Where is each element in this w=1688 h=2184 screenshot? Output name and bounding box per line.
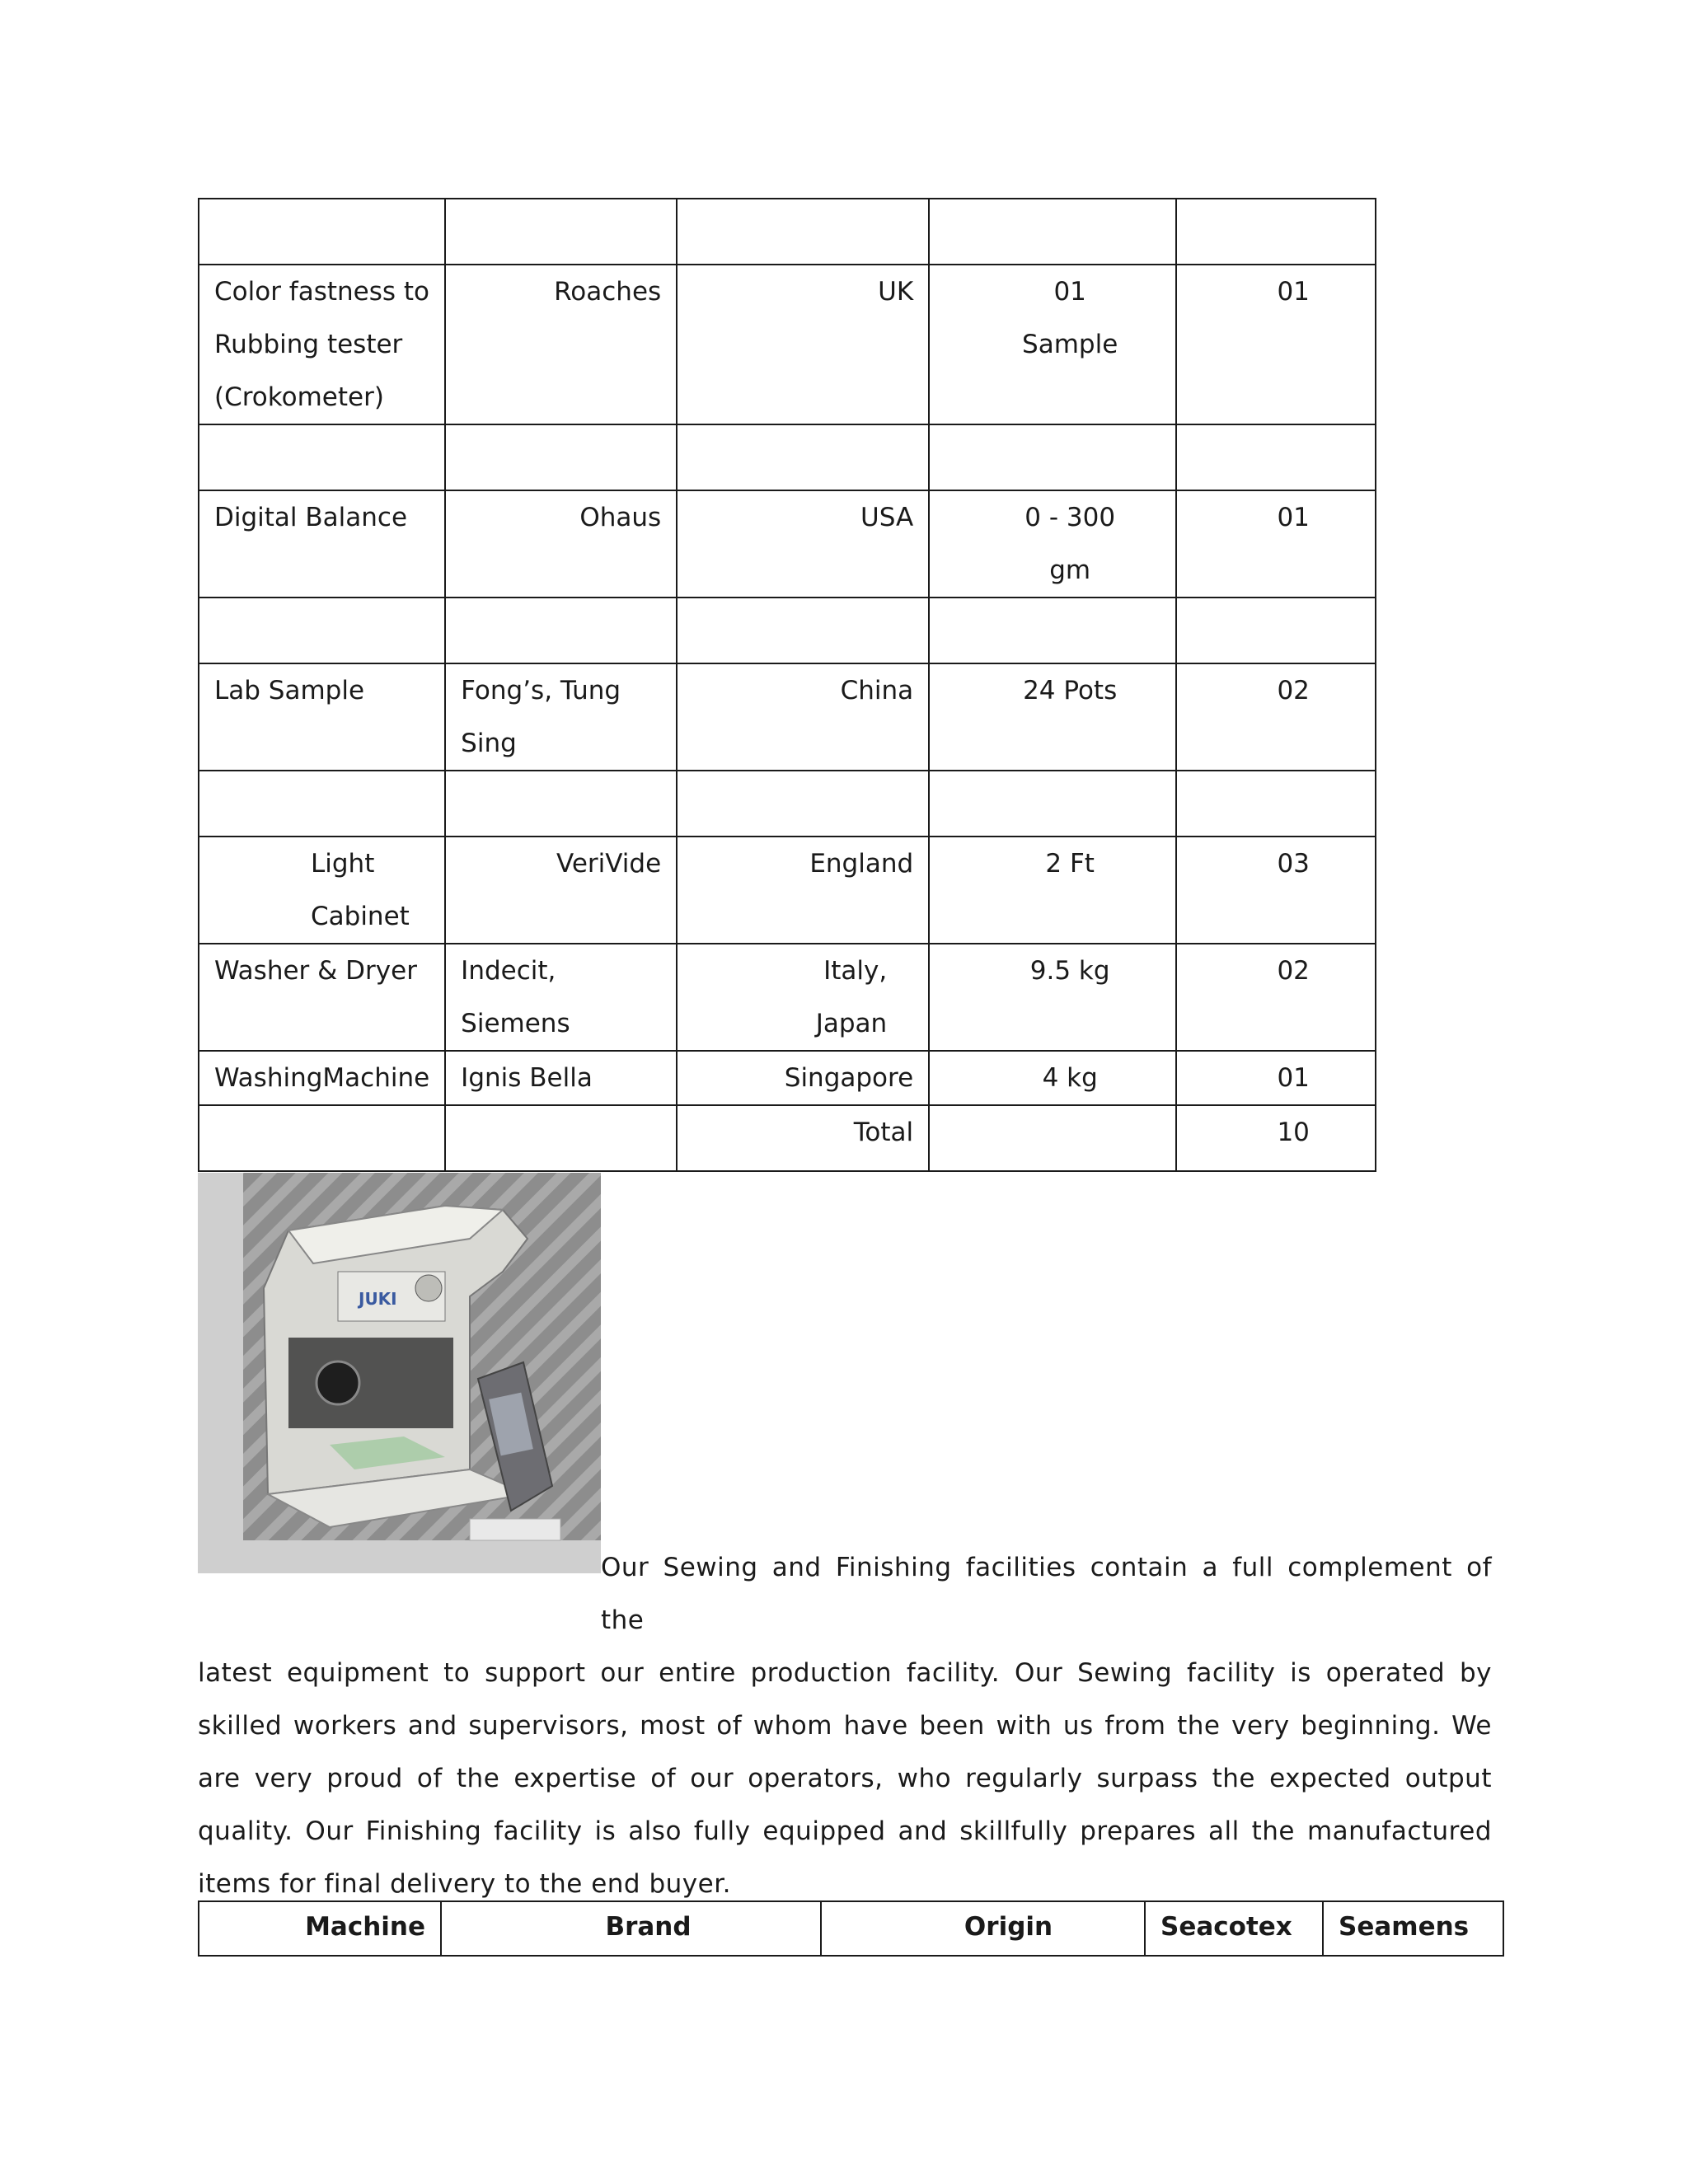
cell-line: Total [853, 1118, 914, 1147]
sewing-machine-table [198, 1900, 1504, 1957]
origin-cell [677, 944, 929, 1051]
qty-cell [1176, 490, 1376, 598]
capacity-cell [929, 1051, 1176, 1105]
machine-cell [199, 944, 445, 1051]
cell-line: 01 [1053, 277, 1086, 307]
cell-line: 01 [1277, 1063, 1310, 1093]
cell-line: 0 - 300 [1025, 503, 1116, 532]
cell-line: 01 [1277, 277, 1310, 307]
table-row [199, 837, 1376, 944]
header-machine: Machine [199, 1901, 441, 1956]
paragraph-first-line: Our Sewing and Finishing facilities contain a full complement of the [601, 1553, 1492, 1635]
cell-line: Light [311, 849, 375, 879]
table-row [199, 265, 1376, 424]
cell-line: Lab Sample [214, 676, 365, 705]
capacity-cell [929, 944, 1176, 1051]
machine-cell [199, 490, 445, 598]
cell-line: VeriVide [556, 849, 662, 879]
machine-cell [199, 837, 445, 944]
lab-equipment-table [198, 198, 1376, 1172]
qty-cell [1176, 944, 1376, 1051]
empty-cell [1176, 424, 1376, 490]
table-spacer-row [199, 424, 1376, 490]
qty-cell [1176, 265, 1376, 424]
origin-cell [677, 663, 929, 771]
qty-cell [1176, 837, 1376, 944]
svg-text:JUKI: JUKI [359, 1289, 397, 1309]
table-row [199, 1051, 1376, 1105]
empty-cell [677, 199, 929, 265]
empty-cell [929, 199, 1176, 265]
machine-cell [199, 1105, 445, 1171]
brand-cell [445, 1105, 677, 1171]
cell-line: 02 [1277, 956, 1310, 986]
empty-cell [445, 199, 677, 265]
origin-cell [677, 490, 929, 598]
cell-line: Washer & Dryer [214, 956, 417, 986]
empty-cell [199, 771, 445, 837]
cell-line: Siemens [461, 1009, 570, 1038]
brand-cell [445, 837, 677, 944]
cell-line: 10 [1277, 1118, 1310, 1147]
header-seamens: Seamens [1323, 1901, 1503, 1956]
cell-line: 03 [1277, 849, 1310, 879]
capacity-cell [929, 490, 1176, 598]
origin-cell [677, 1051, 929, 1105]
origin-cell [677, 265, 929, 424]
capacity-cell [929, 265, 1176, 424]
sewing-finishing-paragraph [198, 1541, 1492, 1910]
cell-line: USA [860, 503, 914, 532]
cell-line: 4 kg [1042, 1063, 1098, 1093]
cell-line: Cabinet [311, 902, 410, 931]
cell-line: 24 Pots [1023, 676, 1118, 705]
empty-cell [199, 598, 445, 663]
machine-cell [199, 663, 445, 771]
cell-line: China [840, 676, 914, 705]
origin-cell [677, 837, 929, 944]
header-origin: Origin [821, 1901, 1145, 1956]
brand-cell [445, 490, 677, 598]
origin-cell [677, 1105, 929, 1171]
cell-line: 2 Ft [1045, 849, 1095, 879]
cell-line: Sing [461, 729, 517, 758]
cell-line: UK [878, 277, 914, 307]
cell-line: Italy, [823, 956, 888, 986]
cell-line: (Crokometer) [214, 382, 384, 412]
table-spacer-row [199, 199, 1376, 265]
cell-line: Ignis Bella [461, 1063, 593, 1093]
table-row [199, 490, 1376, 598]
cell-line: 9.5 kg [1029, 956, 1110, 986]
cell-line: Fong’s, Tung [461, 676, 621, 705]
qty-cell [1176, 1051, 1376, 1105]
capacity-cell [929, 663, 1176, 771]
brand-cell [445, 663, 677, 771]
empty-cell [677, 598, 929, 663]
table-spacer-row [199, 598, 1376, 663]
empty-cell [1176, 199, 1376, 265]
header-brand: Brand [441, 1901, 821, 1956]
empty-cell [677, 771, 929, 837]
empty-cell [445, 598, 677, 663]
cell-line: Ohaus [579, 503, 662, 532]
cell-line: WashingMachine [214, 1063, 430, 1093]
capacity-cell [929, 1105, 1176, 1171]
empty-cell [199, 199, 445, 265]
header-seacotex: Seacotex [1145, 1901, 1323, 1956]
cell-line: Singapore [784, 1063, 914, 1093]
brand-cell [445, 944, 677, 1051]
cell-line: Color fastness to [214, 277, 430, 307]
qty-cell [1176, 1105, 1376, 1171]
empty-cell [929, 771, 1176, 837]
cell-line: Rubbing tester [214, 330, 403, 359]
cell-line: Sample [1022, 330, 1118, 359]
empty-cell [929, 598, 1176, 663]
table-row [199, 944, 1376, 1051]
paragraph-body: latest equipment to support our entire production facility. Our Sewing facility is operated by skilled workers and supervisors, most of whom have been with us from the very beginning. We are very proud of the expertise of our operators, who regularly surpass the expected output quality. Our Finishing facility is also fully equipped and skillfully prepares all the manufactured items for final delivery to the end buyer. [198, 1658, 1492, 1899]
empty-cell [445, 771, 677, 837]
empty-cell [1176, 771, 1376, 837]
cell-line: England [809, 849, 914, 879]
sewing-machine-photo [198, 1173, 601, 1573]
qty-cell [1176, 663, 1376, 771]
table-header-row [199, 1901, 1503, 1956]
cell-line: 02 [1277, 676, 1310, 705]
cell-line: Roaches [554, 277, 662, 307]
cell-line: Indecit, [461, 956, 556, 986]
brand-cell [445, 265, 677, 424]
cell-line: 01 [1277, 503, 1310, 532]
cell-line: Digital Balance [214, 503, 408, 532]
empty-cell [1176, 598, 1376, 663]
machine-cell [199, 265, 445, 424]
capacity-cell [929, 837, 1176, 944]
table-spacer-row [199, 771, 1376, 837]
empty-cell [677, 424, 929, 490]
brand-cell [445, 1051, 677, 1105]
empty-cell [445, 424, 677, 490]
cell-line: gm [1049, 555, 1091, 585]
empty-cell [929, 424, 1176, 490]
table-row [199, 663, 1376, 771]
table-row [199, 1105, 1376, 1171]
empty-cell [199, 424, 445, 490]
cell-line: Japan [815, 1009, 888, 1038]
machine-cell [199, 1051, 445, 1105]
